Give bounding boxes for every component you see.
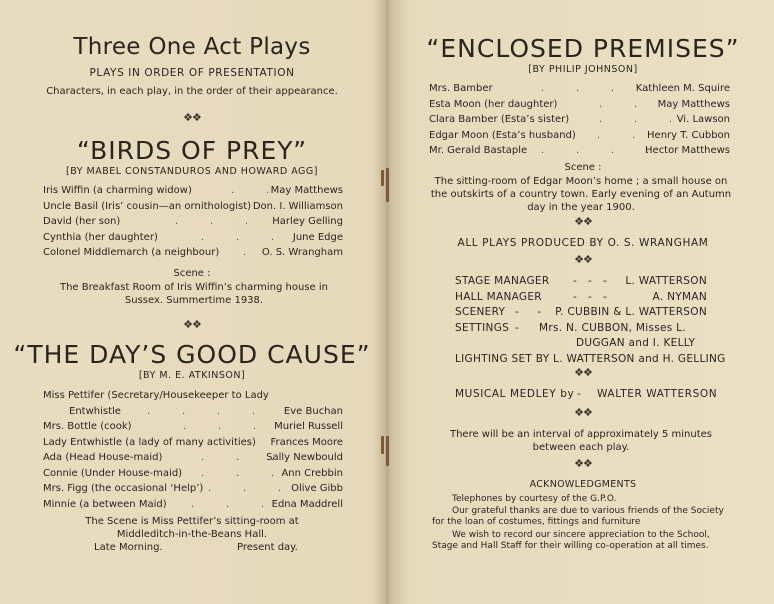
- staple-top-2: [386, 168, 389, 202]
- cast-row: Connie (Under House-maid) . . . Ann Crebbin: [43, 467, 343, 479]
- cast-role: Mrs. Bamber: [429, 83, 493, 94]
- crew-name: Mrs. N. CUBBON, Misses L.: [539, 321, 686, 334]
- ornament-divider: ❖❖: [183, 318, 201, 331]
- cast-row: Colonel Middlemarch (a neighbour) . O. S. Wrangham: [43, 247, 343, 258]
- cast-actor: Eve Buchan: [283, 405, 343, 417]
- scene-description-enclosed-premises: The sitting-room of Edgar Moon’s home ; a small house on the outskirts of a country town. Early evening of an Autumn day in the year 1900.: [430, 176, 732, 213]
- cast-role: Mrs. Bottle (cook): [43, 421, 132, 432]
- ornament-divider: ❖❖: [574, 457, 592, 470]
- crew-name: L. WATTERSON: [625, 275, 707, 287]
- cast-role: David (her son): [43, 216, 121, 227]
- crew-name: DUGGAN and I. KELLY: [576, 337, 696, 349]
- staple-bottom-2: [386, 436, 389, 466]
- play-title-birds-of-prey: “BIRDS OF PREY”: [76, 136, 308, 165]
- scene-label-birds-of-prey: Scene :: [173, 268, 211, 279]
- cast-actor: Olive Gibb: [291, 483, 343, 494]
- ornament-divider: ❖❖: [574, 406, 592, 419]
- cast-row: Esta Moon (her daughter) . . May Matthews: [429, 98, 730, 110]
- crew-row: [455, 306, 707, 322]
- scene-label-enclosed-premises: Scene :: [564, 162, 602, 173]
- cast-actor: Henry T. Cubbon: [647, 129, 730, 141]
- cast-role: Uncle Basil (Iris’ cousin—an ornithologist): [43, 200, 252, 212]
- scene-description-birds-of-prey: The Breakfast Room of Iris Wiffin’s charming house in Sussex. Summertime 1938.: [59, 282, 328, 306]
- programme-subtitle: PLAYS IN ORDER OF PRESENTATION: [89, 67, 295, 79]
- crew-row: [455, 275, 707, 291]
- music-credit: WALTER WATTERSON: [597, 388, 718, 400]
- cast-row: Cynthia (her daughter) . . . June Edge: [43, 231, 343, 243]
- ornament-divider: ❖❖: [574, 366, 592, 379]
- cast-role: Ada (Head House-maid): [43, 452, 163, 463]
- crew-role: LIGHTING SET BY L. WATTERSON and H. GELLING: [455, 352, 726, 365]
- acknowledgments-heading: ACKNOWLEDGMENTS: [529, 479, 637, 490]
- cast-list-enclosed-premises: [429, 83, 730, 161]
- cast-row: Mr. Gerald Bastaple . . . . Hector Matthews: [429, 145, 730, 156]
- cast-actor: Harley Gelling: [272, 216, 343, 227]
- cast-actor: May Matthews: [270, 185, 343, 196]
- cast-row: Clara Bamber (Esta’s sister) . . . Vi. Lawson: [429, 114, 730, 125]
- time-of-day: Late Morning.: [94, 542, 163, 553]
- crew-list: [455, 275, 726, 368]
- ornament-divider: ❖❖: [574, 253, 592, 266]
- cast-actor: Sally Newbould: [266, 452, 343, 463]
- right-page: [392, 0, 774, 604]
- crew-name: P. CUBBIN & L. WATTERSON: [555, 306, 707, 318]
- cast-role: Esta Moon (her daughter): [429, 98, 558, 110]
- crew-name: A. NYMAN: [652, 290, 707, 303]
- cast-role: Miss Pettifer (Secretary/Housekeeper to Lady: [43, 390, 269, 401]
- cast-role: Colonel Middlemarch (a neighbour): [43, 247, 220, 258]
- cast-row: Mrs. Bamber . . . . Kathleen M. Squire: [429, 83, 730, 94]
- cast-actor: May Matthews: [657, 98, 730, 110]
- programme-title: Three One Act Plays: [73, 34, 311, 60]
- time-period: Present day.: [237, 542, 298, 553]
- cast-row: Minnie (a between Maid) . . . Edna Maddrell: [43, 498, 343, 510]
- cast-role: Clara Bamber (Esta’s sister): [429, 114, 570, 125]
- crew-role: STAGE MANAGER: [455, 275, 550, 287]
- producer-credit: ALL PLAYS PRODUCED BY O. S. WRANGHAM: [457, 237, 709, 249]
- cast-row: Edgar Moon (Esta’s husband) . . Henry T. Cubbon: [429, 129, 730, 141]
- cast-role: Edgar Moon (Esta’s husband): [429, 129, 576, 141]
- cast-actor: Kathleen M. Squire: [635, 83, 730, 94]
- crew-role: SETTINGS: [455, 321, 510, 334]
- crew-separator: - - -: [573, 275, 608, 287]
- left-page: [0, 0, 384, 604]
- cast-actor: Don. I. Williamson: [252, 200, 343, 212]
- cast-role: Cynthia (her daughter): [43, 231, 158, 243]
- play-title-enclosed-premises: “ENCLOSED PREMISES”: [426, 34, 740, 63]
- scene-line-1-days-good-cause: The Scene is Miss Pettifer’s sitting-room at: [85, 516, 299, 527]
- cast-actor: O. S. Wrangham: [261, 247, 343, 258]
- ornament-divider: ❖❖: [183, 111, 201, 124]
- ack-thanks: Our grateful thanks are due to various friends of the Society for the loan of costumes, fittings and furniture: [432, 506, 724, 527]
- cast-row: Mrs. Bottle (cook) . . . Muriel Russell: [43, 421, 343, 432]
- cast-list-birds-of-prey: [43, 185, 343, 263]
- cast-actor: Muriel Russell: [274, 421, 343, 432]
- music-separator: -: [577, 388, 582, 400]
- cast-role: Mrs. Figg (the occasional ‘Help’): [43, 483, 204, 494]
- scene-line-2-days-good-cause: Middleditch-in-the-Beans Hall.: [116, 529, 268, 540]
- cast-role: Iris Wiffin (a charming widow): [43, 185, 192, 196]
- cast-actor: Edna Maddrell: [271, 498, 343, 510]
- ornament-divider: ❖❖: [574, 215, 592, 228]
- interval-note: There will be an interval of approximately 5 minutes between each play.: [449, 429, 713, 453]
- cast-role: Lady Entwhistle (a lady of many activities): [43, 436, 256, 448]
- play-title-days-good-cause: “THE DAY’S GOOD CAUSE”: [13, 340, 371, 369]
- cast-actor: Ann Crebbin: [281, 467, 343, 479]
- cast-actor: Hector Matthews: [645, 145, 730, 156]
- crew-row: [455, 322, 707, 338]
- cast-role: Entwhistle: [69, 405, 121, 417]
- cast-row: [43, 390, 343, 406]
- crew-role: SCENERY: [455, 306, 506, 318]
- ack-telephones: Telephones by courtesy of the G.P.O.: [452, 494, 617, 504]
- cast-list-days-good-cause: [43, 390, 343, 514]
- crew-row: [455, 291, 707, 307]
- cast-actor: June Edge: [292, 231, 343, 243]
- play-author-birds-of-prey: [BY MABEL CONSTANDUROS AND HOWARD AGG]: [65, 166, 318, 177]
- cast-role: Mr. Gerald Bastaple: [429, 145, 528, 156]
- ack-appreciation: We wish to record our sincere appreciation to the School, Stage and Hall Staff for their willing co-operation at all times.: [432, 530, 710, 551]
- cast-role: Connie (Under House-maid): [43, 467, 183, 479]
- characters-note: Characters, in each play, in the order of their appearance.: [46, 86, 338, 97]
- cast-row: Entwhistle . . . . Eve Buchan: [69, 405, 343, 417]
- cast-row: Mrs. Figg (the occasional ‘Help’) . . . Olive Gibb: [43, 483, 343, 494]
- play-author-days-good-cause: [BY M. E. ATKINSON]: [138, 370, 246, 381]
- cast-row: [43, 201, 343, 217]
- cast-row: David (her son) . . . . Harley Gelling: [43, 216, 343, 227]
- crew-row: [455, 337, 707, 353]
- crew-separator: - -: [515, 306, 542, 318]
- play-author-enclosed-premises: [BY PHILIP JOHNSON]: [528, 64, 638, 75]
- cast-actor: Frances Moore: [270, 436, 343, 448]
- cast-row: Ada (Head House-maid) . . . Sally Newbould: [43, 452, 343, 463]
- crew-separator: -: [515, 321, 520, 334]
- cast-role: Minnie (a between Maid): [43, 498, 167, 510]
- cast-row: [43, 437, 343, 453]
- crew-separator: - - -: [573, 290, 608, 303]
- crew-role: HALL MANAGER: [455, 290, 542, 303]
- cast-row: Iris Wiffin (a charming widow) . . May Matthews: [43, 185, 343, 196]
- cast-actor: Vi. Lawson: [676, 114, 730, 125]
- music-label: MUSICAL MEDLEY by: [455, 388, 575, 400]
